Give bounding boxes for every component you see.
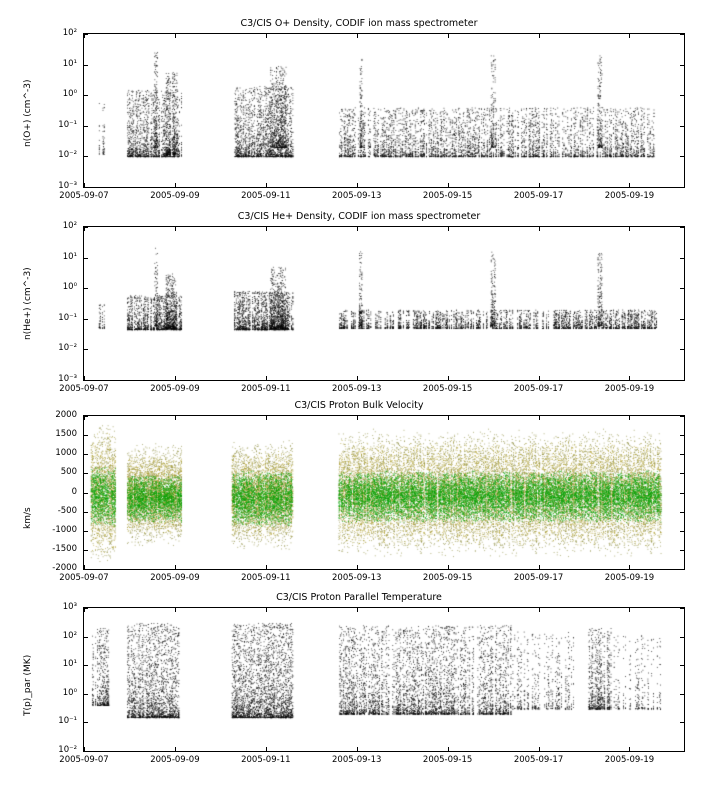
y-tick-mark — [83, 473, 88, 474]
plot-frame — [83, 33, 685, 188]
y-tick-mark — [680, 694, 685, 695]
x-tick-label: 2005-09-15 — [422, 573, 473, 583]
y-tick-mark — [83, 349, 88, 350]
x-tick-mark — [357, 415, 358, 420]
y-tick-label: 10¹ — [62, 659, 77, 670]
plot-frame — [83, 226, 685, 381]
y-tick-label: 10⁻² — [58, 745, 77, 755]
x-tick-label: 2005-09-17 — [513, 573, 564, 583]
y-tick-mark — [680, 454, 685, 455]
y-tick-mark — [680, 319, 685, 320]
y-axis-label: n(He+) (cm^-3) — [23, 266, 33, 340]
x-tick-mark — [539, 226, 540, 231]
x-tick-mark — [357, 747, 358, 752]
x-tick-label: 2005-09-13 — [332, 191, 382, 201]
x-tick-mark — [175, 607, 176, 612]
x-tick-mark — [175, 565, 176, 570]
y-tick-label: 10² — [62, 221, 77, 231]
y-tick-mark — [680, 227, 685, 228]
y-tick-mark — [83, 637, 88, 638]
x-tick-mark — [84, 376, 85, 381]
y-tick-label: 10¹ — [62, 58, 77, 69]
y-tick-mark — [83, 95, 88, 96]
y-tick-mark — [83, 454, 88, 455]
plot-frame — [83, 607, 685, 752]
x-tick-mark — [357, 565, 358, 570]
y-tick-label: 2000 — [55, 410, 77, 420]
y-tick-mark — [680, 493, 685, 494]
y-tick-mark — [83, 258, 88, 259]
y-tick-mark — [680, 126, 685, 127]
x-tick-mark — [266, 607, 267, 612]
plot-canvas — [84, 608, 684, 751]
y-tick-label: 1000 — [55, 448, 77, 459]
y-tick-mark — [680, 531, 685, 532]
y-tick-mark — [680, 34, 685, 35]
y-tick-mark — [680, 569, 685, 570]
x-tick-label: 2005-09-19 — [604, 191, 655, 201]
x-tick-mark — [357, 226, 358, 231]
x-tick-mark — [539, 607, 540, 612]
y-tick-label: 10³ — [62, 602, 77, 612]
y-tick-mark — [680, 187, 685, 188]
x-tick-label: 2005-09-13 — [332, 384, 382, 394]
y-tick-label: 10⁰ — [62, 282, 77, 293]
panel-title: C3/CIS He+ Density, CODIF ion mass spectrometer — [237, 211, 481, 222]
y-tick-mark — [680, 288, 685, 289]
plot-frame — [83, 415, 685, 570]
y-tick-mark — [83, 65, 88, 66]
x-tick-label: 2005-09-09 — [150, 384, 200, 394]
x-tick-label: 2005-09-11 — [241, 384, 291, 394]
x-tick-mark — [629, 226, 630, 231]
x-tick-mark — [539, 183, 540, 188]
y-tick-mark — [680, 258, 685, 259]
x-tick-mark — [629, 747, 630, 752]
x-tick-mark — [448, 747, 449, 752]
y-tick-mark — [680, 722, 685, 723]
x-tick-label: 2005-09-07 — [59, 384, 109, 394]
x-tick-mark — [448, 33, 449, 38]
x-tick-label: 2005-09-11 — [241, 755, 291, 765]
y-tick-mark — [83, 156, 88, 157]
x-tick-mark — [175, 226, 176, 231]
y-tick-label: -2000 — [52, 563, 77, 573]
x-tick-mark — [357, 183, 358, 188]
x-tick-label: 2005-09-15 — [422, 755, 473, 765]
x-tick-mark — [357, 607, 358, 612]
y-tick-label: 10⁻² — [58, 150, 77, 161]
x-tick-mark — [539, 415, 540, 420]
y-tick-mark — [83, 319, 88, 320]
x-tick-mark — [175, 415, 176, 420]
y-tick-mark — [680, 637, 685, 638]
y-tick-label: 10⁻¹ — [58, 119, 77, 130]
x-tick-mark — [539, 565, 540, 570]
x-tick-mark — [84, 226, 85, 231]
y-tick-mark — [83, 126, 88, 127]
panel-title: C3/CIS Proton Parallel Temperature — [276, 592, 442, 603]
y-tick-mark — [680, 512, 685, 513]
x-tick-mark — [357, 376, 358, 381]
y-tick-label: 10² — [62, 630, 77, 641]
x-tick-mark — [84, 607, 85, 612]
x-tick-mark — [175, 747, 176, 752]
y-tick-label: 500 — [60, 467, 77, 478]
x-tick-mark — [629, 415, 630, 420]
y-tick-mark — [680, 665, 685, 666]
y-tick-label: 10⁰ — [62, 89, 77, 100]
x-tick-mark — [629, 607, 630, 612]
y-tick-label: 10⁻³ — [58, 374, 77, 384]
y-tick-mark — [680, 95, 685, 96]
x-tick-mark — [84, 33, 85, 38]
x-tick-mark — [539, 33, 540, 38]
x-tick-mark — [448, 607, 449, 612]
x-tick-mark — [448, 565, 449, 570]
y-tick-mark — [680, 751, 685, 752]
x-tick-label: 2005-09-19 — [604, 573, 655, 583]
y-axis-label: n(O+) (cm^-3) — [23, 79, 33, 147]
y-tick-label: 1500 — [55, 429, 77, 440]
x-tick-mark — [629, 33, 630, 38]
x-tick-mark — [629, 183, 630, 188]
x-tick-mark — [175, 376, 176, 381]
y-axis-label: km/s — [23, 506, 33, 529]
plot-canvas — [84, 34, 684, 187]
y-tick-mark — [680, 435, 685, 436]
x-tick-mark — [448, 415, 449, 420]
x-tick-mark — [175, 183, 176, 188]
y-tick-label: -500 — [57, 505, 77, 516]
x-tick-label: 2005-09-13 — [332, 755, 382, 765]
x-tick-mark — [84, 747, 85, 752]
y-tick-label: 10⁻² — [58, 343, 77, 354]
y-tick-label: 10⁻¹ — [58, 716, 77, 727]
x-tick-mark — [84, 183, 85, 188]
y-axis-label: T(p)_par (MK) — [23, 654, 33, 716]
x-tick-label: 2005-09-15 — [422, 384, 473, 394]
panel-title: C3/CIS Proton Bulk Velocity — [294, 400, 424, 411]
x-tick-mark — [357, 33, 358, 38]
y-tick-mark — [680, 349, 685, 350]
x-tick-mark — [266, 183, 267, 188]
x-tick-label: 2005-09-15 — [422, 191, 473, 201]
y-tick-mark — [680, 416, 685, 417]
y-tick-mark — [83, 665, 88, 666]
plot-canvas — [84, 416, 684, 569]
x-tick-label: 2005-09-09 — [150, 755, 200, 765]
x-tick-label: 2005-09-19 — [604, 384, 655, 394]
x-tick-label: 2005-09-09 — [150, 573, 200, 583]
y-tick-label: 0 — [71, 486, 77, 497]
x-tick-mark — [448, 183, 449, 188]
x-tick-mark — [266, 33, 267, 38]
x-tick-mark — [448, 226, 449, 231]
x-tick-label: 2005-09-17 — [513, 191, 564, 201]
y-tick-mark — [680, 380, 685, 381]
x-tick-label: 2005-09-11 — [241, 191, 291, 201]
y-tick-mark — [680, 550, 685, 551]
y-tick-label: 10⁻¹ — [58, 312, 77, 323]
x-tick-label: 2005-09-19 — [604, 755, 655, 765]
y-tick-mark — [680, 156, 685, 157]
plot-canvas — [84, 227, 684, 380]
x-tick-mark — [629, 565, 630, 570]
x-tick-mark — [84, 415, 85, 420]
y-tick-mark — [83, 288, 88, 289]
y-tick-mark — [680, 608, 685, 609]
y-tick-mark — [83, 435, 88, 436]
y-tick-mark — [83, 531, 88, 532]
panel-title: C3/CIS O+ Density, CODIF ion mass spectrometer — [240, 18, 478, 29]
y-tick-mark — [83, 550, 88, 551]
x-tick-mark — [629, 376, 630, 381]
x-tick-label: 2005-09-17 — [513, 755, 564, 765]
x-tick-mark — [266, 376, 267, 381]
y-tick-label: 10⁰ — [62, 687, 77, 698]
x-tick-mark — [175, 33, 176, 38]
y-tick-label: 10² — [62, 28, 77, 38]
y-tick-mark — [83, 722, 88, 723]
x-tick-label: 2005-09-09 — [150, 191, 200, 201]
x-tick-mark — [266, 565, 267, 570]
x-tick-mark — [539, 376, 540, 381]
x-tick-label: 2005-09-07 — [59, 755, 109, 765]
x-tick-mark — [448, 376, 449, 381]
x-tick-mark — [539, 747, 540, 752]
x-tick-label: 2005-09-07 — [59, 573, 109, 583]
x-tick-mark — [266, 415, 267, 420]
y-tick-mark — [680, 473, 685, 474]
y-tick-mark — [83, 493, 88, 494]
y-tick-label: 10⁻³ — [58, 181, 77, 191]
x-tick-label: 2005-09-11 — [241, 573, 291, 583]
y-tick-label: -1000 — [52, 524, 77, 535]
x-tick-mark — [266, 747, 267, 752]
y-tick-mark — [83, 694, 88, 695]
y-tick-label: 10¹ — [62, 251, 77, 262]
x-tick-mark — [84, 565, 85, 570]
x-tick-mark — [266, 226, 267, 231]
y-tick-label: -1500 — [52, 543, 77, 554]
x-tick-label: 2005-09-13 — [332, 573, 382, 583]
x-tick-label: 2005-09-07 — [59, 191, 109, 201]
y-tick-mark — [83, 512, 88, 513]
x-tick-label: 2005-09-17 — [513, 384, 564, 394]
y-tick-mark — [680, 65, 685, 66]
